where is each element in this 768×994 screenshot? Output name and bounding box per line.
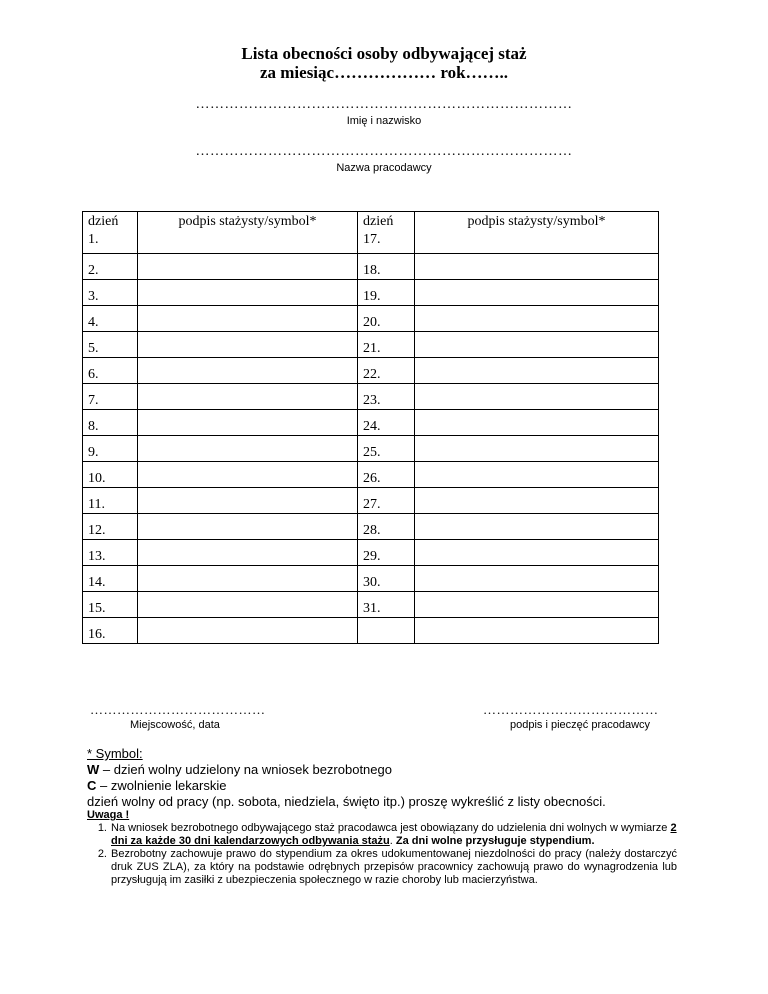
- signature-cell[interactable]: [138, 306, 358, 332]
- day-number: 3.: [88, 289, 99, 304]
- table-row: [83, 384, 659, 410]
- table-row: [83, 514, 659, 540]
- day-number: 30.: [363, 575, 381, 590]
- day-cell: [83, 488, 138, 514]
- day-cell: [358, 618, 415, 644]
- day-cell: [83, 306, 138, 332]
- day-column-header: dzień: [88, 214, 119, 229]
- day-number: 25.: [363, 445, 381, 460]
- table-row: [83, 410, 659, 436]
- signature-cell[interactable]: [415, 514, 659, 540]
- day-cell: [83, 410, 138, 436]
- signature-cell[interactable]: [415, 540, 659, 566]
- day-number: 11.: [88, 497, 105, 512]
- signature-column-header: podpis stażysty/symbol*: [467, 214, 606, 229]
- place-date-label: Miejscowość, data: [130, 719, 220, 731]
- day-number: 28.: [363, 523, 381, 538]
- signature-cell[interactable]: [138, 358, 358, 384]
- day-cell: [358, 488, 415, 514]
- signature-cell[interactable]: [415, 592, 659, 618]
- note-item-2: [87, 848, 677, 887]
- note-emphasis: Za dni wolne przysługuje stypendium.: [395, 835, 595, 847]
- day-number: 27.: [363, 497, 381, 512]
- day-cell: [83, 514, 138, 540]
- day-cell: [358, 514, 415, 540]
- note-text: Na wniosek bezrobotnego odbywającego staż pracodawca jest obowiązany do udzielenia dni wolnych w wymiarze: [111, 822, 671, 834]
- signature-cell[interactable]: [138, 212, 358, 254]
- attendance-table: [82, 211, 659, 644]
- day-cell: [358, 410, 415, 436]
- legend-code-w: W: [87, 762, 100, 777]
- day-number: 6.: [88, 367, 99, 382]
- legend-heading: * Symbol:: [87, 746, 143, 761]
- signature-cell[interactable]: [138, 592, 358, 618]
- day-number: 21.: [363, 341, 381, 356]
- signature-cell[interactable]: [415, 254, 659, 280]
- form-title-line2: za miesiąc……………… rok……..: [259, 63, 509, 82]
- signature-cell[interactable]: [138, 566, 358, 592]
- table-row: [83, 332, 659, 358]
- day-number: 13.: [88, 549, 106, 564]
- day-number: 5.: [88, 341, 99, 356]
- employer-signature-dotted-line[interactable]: …………………………………: [483, 702, 659, 717]
- table-row: [83, 618, 659, 644]
- signature-cell[interactable]: [415, 618, 659, 644]
- signature-cell[interactable]: [138, 618, 358, 644]
- day-number: 2.: [88, 263, 99, 278]
- signature-cell[interactable]: [415, 306, 659, 332]
- signature-cell[interactable]: [415, 332, 659, 358]
- legend-text-w: – dzień wolny udzielony na wniosek bezrobotnego: [99, 762, 392, 777]
- note-number: 1.: [97, 822, 107, 834]
- notes-heading: Uwaga !: [87, 809, 130, 821]
- day-cell: [358, 332, 415, 358]
- table-row: [83, 488, 659, 514]
- signature-cell[interactable]: [415, 410, 659, 436]
- day-cell: [358, 254, 415, 280]
- day-cell: [358, 592, 415, 618]
- day-cell: [83, 540, 138, 566]
- day-cell: [358, 436, 415, 462]
- table-row: [83, 306, 659, 332]
- symbol-legend: [87, 746, 606, 810]
- day-number: 20.: [363, 315, 381, 330]
- day-number: 31.: [363, 601, 381, 616]
- signature-cell[interactable]: [138, 540, 358, 566]
- signature-cell[interactable]: [138, 332, 358, 358]
- day-number: 16.: [88, 627, 106, 642]
- signature-cell[interactable]: [138, 384, 358, 410]
- note-text: Bezrobotny zachowuje prawo do stypendium za okres udokumentowanej niezdolności do pracy (należy dostarczyć druk ZUS ZLA), za który na podstawie odrębnych przepisów pracownicy zachowują prawo do wynagrodzenia lub przysługują im zasiłki z ubezpieczenia społecznego w razie choroby lub macierzyństwa.: [111, 848, 677, 886]
- table-row: [83, 566, 659, 592]
- day-number: 24.: [363, 419, 381, 434]
- day-number: 15.: [88, 601, 106, 616]
- table-row: [83, 358, 659, 384]
- signature-column-header: podpis stażysty/symbol*: [178, 214, 317, 229]
- signature-cell[interactable]: [415, 384, 659, 410]
- day-cell: [83, 254, 138, 280]
- name-label: Imię i nazwisko: [346, 115, 422, 127]
- day-number: 18.: [363, 263, 381, 278]
- place-date-dotted-line[interactable]: …………………………………: [90, 702, 266, 717]
- signature-cell[interactable]: [415, 212, 659, 254]
- table-row: [83, 592, 659, 618]
- notes-section: [87, 809, 677, 887]
- name-dotted-line[interactable]: ……………………………………………………………………: [195, 97, 573, 112]
- signature-cell[interactable]: [415, 280, 659, 306]
- note-text: .: [389, 835, 396, 847]
- signature-cell[interactable]: [138, 254, 358, 280]
- day-number: 12.: [88, 523, 106, 538]
- table-row: [83, 462, 659, 488]
- table-row: [83, 540, 659, 566]
- day-column-header: dzień: [363, 214, 394, 229]
- table-row: [83, 254, 659, 280]
- signature-cell[interactable]: [138, 514, 358, 540]
- signature-cell[interactable]: [138, 436, 358, 462]
- employer-dotted-line[interactable]: ……………………………………………………………………: [195, 144, 573, 159]
- day-number: 19.: [363, 289, 381, 304]
- legend-text-c: – zwolnienie lekarskie: [96, 778, 227, 793]
- signature-cell[interactable]: [415, 566, 659, 592]
- day-cell: [83, 212, 138, 254]
- signature-cell[interactable]: [415, 462, 659, 488]
- day-cell: [83, 384, 138, 410]
- day-number: 8.: [88, 419, 99, 434]
- day-number: 1.: [88, 232, 99, 247]
- day-cell: [83, 436, 138, 462]
- day-number: 9.: [88, 445, 99, 460]
- day-number: 17.: [363, 232, 381, 247]
- form-title-line1: Lista obecności osoby odbywającej staż: [241, 44, 527, 63]
- day-cell: [358, 462, 415, 488]
- day-cell: [358, 384, 415, 410]
- day-number: 26.: [363, 471, 381, 486]
- signature-cell[interactable]: [415, 358, 659, 384]
- day-cell: [83, 618, 138, 644]
- legend-item-c: [87, 778, 606, 794]
- employer-label: Nazwa pracodawcy: [336, 162, 432, 174]
- day-cell: [358, 280, 415, 306]
- note-emphasis: 2 dni za każde 30 dni kalendarzowych odbywania stażu: [111, 822, 677, 847]
- day-number: 10.: [88, 471, 106, 486]
- day-number: 7.: [88, 393, 99, 408]
- table-row: [83, 280, 659, 306]
- legend-holiday-note: dzień wolny od pracy (np. sobota, niedziela, święto itp.) proszę wykreślić z listy obecności.: [87, 794, 606, 809]
- day-cell: [83, 462, 138, 488]
- table-row: [83, 436, 659, 462]
- note-number: 2.: [97, 848, 107, 860]
- day-cell: [83, 332, 138, 358]
- day-cell: [358, 212, 415, 254]
- day-number: 23.: [363, 393, 381, 408]
- day-cell: [83, 566, 138, 592]
- day-cell: [83, 592, 138, 618]
- legend-code-c: C: [87, 778, 97, 793]
- signature-cell[interactable]: [138, 410, 358, 436]
- legend-item-w: [87, 762, 606, 778]
- day-cell: [358, 566, 415, 592]
- signature-cell[interactable]: [138, 462, 358, 488]
- signature-cell[interactable]: [138, 488, 358, 514]
- signature-cell[interactable]: [138, 280, 358, 306]
- day-cell: [358, 540, 415, 566]
- table-header-row: [83, 212, 659, 254]
- day-number: 22.: [363, 367, 381, 382]
- day-cell: [358, 306, 415, 332]
- employer-signature-label: podpis i pieczęć pracodawcy: [510, 719, 651, 731]
- signature-cell[interactable]: [415, 488, 659, 514]
- day-cell: [83, 358, 138, 384]
- day-number: 14.: [88, 575, 106, 590]
- note-item-1: [87, 822, 677, 848]
- day-cell: [358, 358, 415, 384]
- day-number: 29.: [363, 549, 381, 564]
- day-number: 4.: [88, 315, 99, 330]
- day-cell: [83, 280, 138, 306]
- signature-cell[interactable]: [415, 436, 659, 462]
